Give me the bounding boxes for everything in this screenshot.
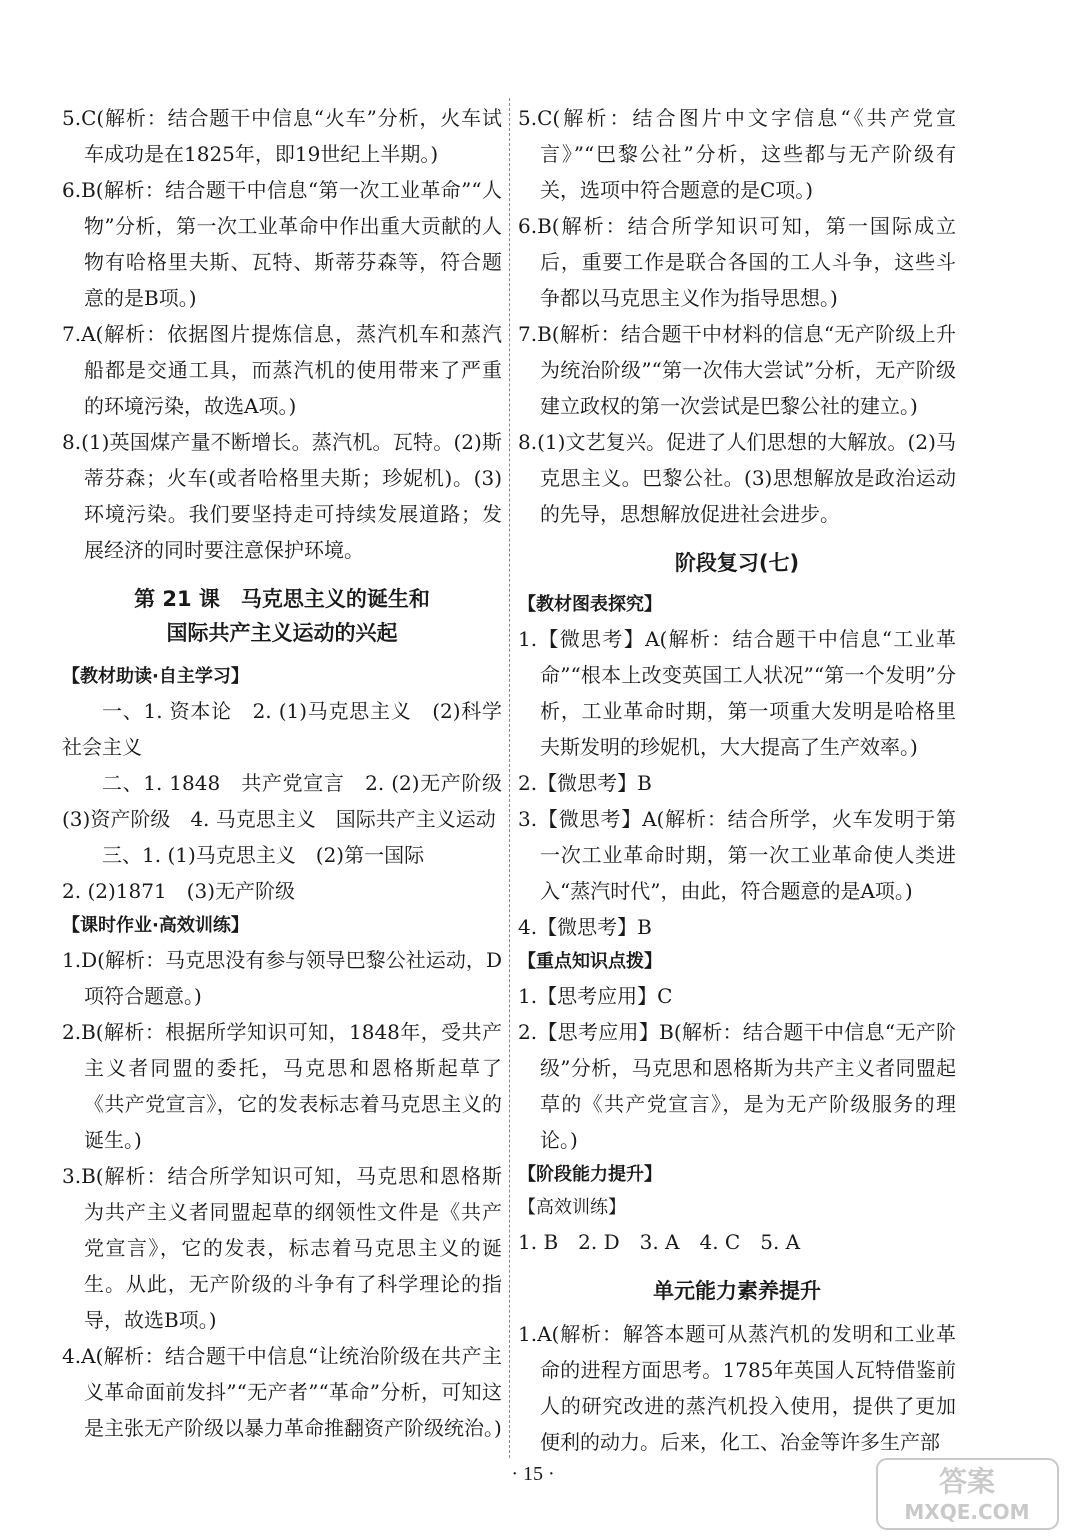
tag-training: 【高效训练】 [518,1197,626,1218]
unit-answer-1: 1.A(解析：解答本题可从蒸汽机的发明和工业革命的进程方面思考。1785年英国人瓦特借鉴前人的研究改进的蒸汽机投入使用，提供了更加便利的动力。后来，化工、冶金等许多生产部 [518,1322,956,1454]
reading-part-1: 一、1. 资本论 2. (1)马克思主义 (2)科学社会主义 [62,699,502,759]
tag-ability: 【阶段能力提升】 [518,1164,662,1185]
tag-homework: 【课时作业·高效训练】 [62,915,249,936]
section-title-review: 阶段复习(七) [674,551,800,575]
left-column [62,100,502,1446]
homework-answer-2: 2.B(解析：根据所学知识可知，1848年，受共产主义者同盟的委托，马克思和恩格斯起草了《共产党宣言》，它的发表标志着马克思主义的诞生。) [62,1020,502,1152]
homework-answer-1: 1.D(解析：马克思没有参与领导巴黎公社运动，D项符合题意。) [62,948,502,1008]
chart-answer-2: 2.【微思考】B [518,771,652,795]
tag-charts: 【教材图表探究】 [518,594,662,615]
lesson-title [62,582,502,650]
right-column [518,100,956,1460]
answer-right-7: 7.B(解析：结合题干中材料的信息“无产阶级上升为统治阶级”“第一次伟大尝试”分析，无产阶级建立政权的第一次尝试是巴黎公社的建立。) [518,322,956,418]
answer-left-8: 8.(1)英国煤产量不断增长。蒸汽机。瓦特。(2)斯蒂芬森；火车(或者哈格里夫斯；珍妮机)。(3)环境污染。我们要坚持走可持续发展道路；发展经济的同时要注意保护环境。 [62,430,502,562]
watermark-logo [875,1455,1060,1533]
column-divider [509,98,510,1458]
answer-right-8: 8.(1)文艺复兴。促进了人们思想的大解放。(2)马克思主义。巴黎公社。(3)思想解放是政治运动的先导，思想解放促进社会进步。 [518,430,956,526]
page-number: · 15 · [511,1463,555,1485]
lesson-title-line1: 第 21 课 马克思主义的诞生和 [134,587,430,611]
watermark-text-top: 答案 [938,1465,996,1498]
reading-part-3: 三、1. (1)马克思主义 (2)第一国际 [102,843,425,867]
answer-left-5: 5.C(解析：结合题干中信息“火车”分析，火车试车成功是在1825年，即19世纪上半期。) [62,106,502,166]
key-point-answer-2: 2.【思考应用】B(解析：结合题干中信息“无产阶级”分析，马克思和恩格斯为共产主义者同盟起草的《共产党宣言》，是为无产阶级服务的理论。) [518,1020,956,1152]
reading-part-4: 2. (2)1871 (3)无产阶级 [62,879,295,903]
homework-answer-4: 4.A(解析：结合题干中信息“让统治阶级在共产主义革命面前发抖”“无产者”“革命”分析，可知这是主张无产阶级以暴力革命推翻资产阶级统治。) [62,1344,502,1440]
training-answers: 1. B 2. D 3. A 4. C 5. A [518,1230,801,1254]
homework-answer-3: 3.B(解析：结合所学知识可知，马克思和恩格斯为共产主义者同盟起草的纲领性文件是《共产党宣言》，它的发表，标志着马克思主义的诞生。从此，无产阶级的斗争有了科学理论的指导，故选B项。) [62,1164,502,1332]
section-title-unit: 单元能力素养提升 [653,1279,821,1303]
chart-answer-4: 4.【微思考】B [518,915,652,939]
tag-key-points: 【重点知识点拨】 [518,951,662,972]
chart-answer-1: 1.【微思考】A(解析：结合题干中信息“工业革命”“根本上改变英国工人状况”“第一个发明”分析，工业革命时期，第一项重大发明是哈格里夫斯发明的珍妮机，大大提高了生产效率。) [518,627,956,759]
answer-left-6: 6.B(解析：结合题干中信息“第一次工业革命”“人物”分析，第一次工业革命中作出重大贡献的人物有哈格里夫斯、瓦特、斯蒂芬森等，符合题意的是B项。) [62,178,502,310]
answer-left-7: 7.A(解析：依据图片提炼信息，蒸汽机车和蒸汽船都是交通工具，而蒸汽机的使用带来了严重的环境污染，故选A项。) [62,322,502,418]
tag-reading: 【教材助读·自主学习】 [62,666,249,687]
watermark-text-bottom: MXQE.COM [904,1500,1030,1524]
answer-right-5: 5.C(解析：结合图片中文字信息“《共产党宣言》”“巴黎公社”分析，这些都与无产阶级有关，选项中符合题意的是C项。) [518,106,956,202]
lesson-title-line2: 国际共产主义运动的兴起 [166,621,398,645]
key-point-answer-1: 1.【思考应用】C [518,984,673,1008]
chart-answer-3: 3.【微思考】A(解析：结合所学，火车发明于第一次工业革命时期，第一次工业革命使人类进入“蒸汽时代”，由此，符合题意的是A项。) [518,807,956,903]
reading-part-2: 二、1. 1848 共产党宣言 2. (2)无产阶级(3)资产阶级 4. 马克思主义 国际共产主义运动 [62,771,502,831]
answer-right-6: 6.B(解析：结合所学知识可知，第一国际成立后，重要工作是联合各国的工人斗争，这些斗争都以马克思主义作为指导思想。) [518,214,956,310]
